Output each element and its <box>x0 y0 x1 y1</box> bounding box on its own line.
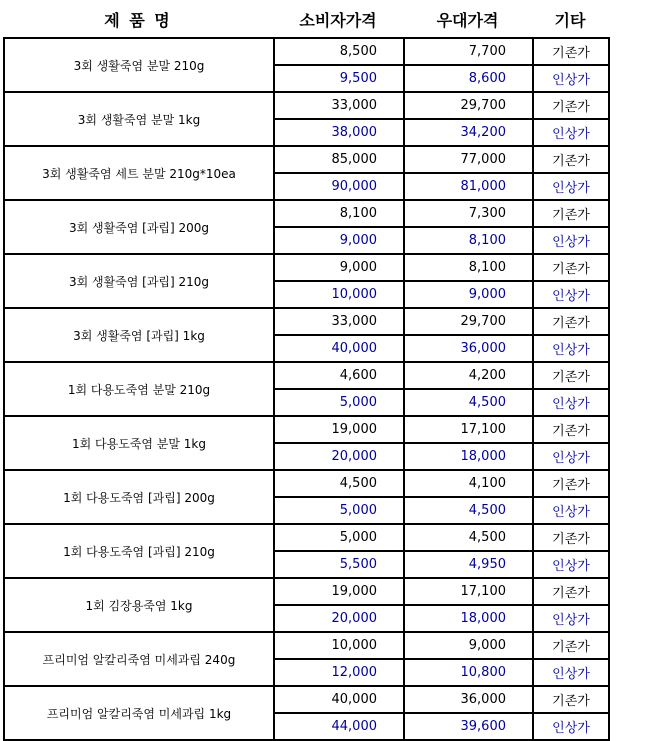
price-type-label-existing: 기존가 <box>533 686 609 713</box>
consumer-price-existing: 85,000 <box>274 146 404 173</box>
preferred-price-raised: 36,000 <box>404 335 533 362</box>
consumer-price-raised: 5,500 <box>274 551 404 578</box>
consumer-price-raised: 40,000 <box>274 335 404 362</box>
column-header-product-name: 제 품 명 <box>104 11 172 30</box>
price-type-label-raised: 인상가 <box>533 605 609 632</box>
preferred-price-raised: 18,000 <box>404 443 533 470</box>
preferred-price-raised: 81,000 <box>404 173 533 200</box>
product-name-cell: 3회 생활죽염 분말 210g <box>4 38 274 92</box>
preferred-price-existing: 4,500 <box>404 524 533 551</box>
price-type-label-raised: 인상가 <box>533 389 609 416</box>
preferred-price-raised: 4,950 <box>404 551 533 578</box>
price-type-label-raised: 인상가 <box>533 335 609 362</box>
price-type-label-raised: 인상가 <box>533 713 609 740</box>
price-type-label-existing: 기존가 <box>533 632 609 659</box>
preferred-price-raised: 4,500 <box>404 497 533 524</box>
consumer-price-raised: 90,000 <box>274 173 404 200</box>
preferred-price-existing: 7,700 <box>404 38 533 65</box>
price-type-label-existing: 기존가 <box>533 146 609 173</box>
preferred-price-existing: 8,100 <box>404 254 533 281</box>
price-type-label-existing: 기존가 <box>533 362 609 389</box>
price-type-label-raised: 인상가 <box>533 65 609 92</box>
price-type-label-raised: 인상가 <box>533 659 609 686</box>
preferred-price-existing: 4,200 <box>404 362 533 389</box>
consumer-price-existing: 9,000 <box>274 254 404 281</box>
price-type-label-existing: 기존가 <box>533 470 609 497</box>
product-row-existing-price <box>4 578 609 605</box>
consumer-price-existing: 40,000 <box>274 686 404 713</box>
consumer-price-raised: 20,000 <box>274 605 404 632</box>
price-type-label-raised: 인상가 <box>533 119 609 146</box>
price-type-label-raised: 인상가 <box>533 443 609 470</box>
consumer-price-raised: 10,000 <box>274 281 404 308</box>
table-column-headers <box>3 9 608 33</box>
consumer-price-raised: 44,000 <box>274 713 404 740</box>
consumer-price-raised: 9,500 <box>274 65 404 92</box>
consumer-price-existing: 19,000 <box>274 416 404 443</box>
preferred-price-raised: 8,600 <box>404 65 533 92</box>
column-header-consumer-price: 소비자가격 <box>299 11 377 30</box>
product-row-existing-price <box>4 470 609 497</box>
preferred-price-raised: 4,500 <box>404 389 533 416</box>
preferred-price-existing: 17,100 <box>404 416 533 443</box>
consumer-price-existing: 33,000 <box>274 308 404 335</box>
consumer-price-raised: 9,000 <box>274 227 404 254</box>
product-row-existing-price <box>4 686 609 713</box>
preferred-price-raised: 39,600 <box>404 713 533 740</box>
preferred-price-raised: 34,200 <box>404 119 533 146</box>
product-name-cell: 1회 다용도죽염 [과립] 210g <box>4 524 274 578</box>
product-name-cell: 1회 다용도죽염 분말 210g <box>4 362 274 416</box>
price-type-label-existing: 기존가 <box>533 200 609 227</box>
preferred-price-raised: 10,800 <box>404 659 533 686</box>
consumer-price-raised: 38,000 <box>274 119 404 146</box>
price-type-label-existing: 기존가 <box>533 308 609 335</box>
product-row-existing-price <box>4 632 609 659</box>
consumer-price-raised: 12,000 <box>274 659 404 686</box>
product-row-existing-price <box>4 92 609 119</box>
product-row-existing-price <box>4 416 609 443</box>
product-name-cell: 3회 생활죽염 분말 1kg <box>4 92 274 146</box>
product-row-existing-price <box>4 146 609 173</box>
preferred-price-existing: 9,000 <box>404 632 533 659</box>
preferred-price-raised: 9,000 <box>404 281 533 308</box>
product-name-cell: 3회 생활죽염 [과립] 210g <box>4 254 274 308</box>
price-table <box>3 37 610 741</box>
consumer-price-raised: 5,000 <box>274 497 404 524</box>
consumer-price-existing: 33,000 <box>274 92 404 119</box>
preferred-price-existing: 7,300 <box>404 200 533 227</box>
product-name-cell: 1회 김장용죽염 1kg <box>4 578 274 632</box>
product-row-existing-price <box>4 38 609 65</box>
product-row-existing-price <box>4 254 609 281</box>
consumer-price-existing: 5,000 <box>274 524 404 551</box>
consumer-price-existing: 8,100 <box>274 200 404 227</box>
product-row-existing-price <box>4 524 609 551</box>
preferred-price-existing: 29,700 <box>404 92 533 119</box>
product-name-cell: 1회 다용도죽염 분말 1kg <box>4 416 274 470</box>
preferred-price-raised: 8,100 <box>404 227 533 254</box>
product-row-existing-price <box>4 200 609 227</box>
preferred-price-existing: 17,100 <box>404 578 533 605</box>
product-name-cell: 프리미엄 알칼리죽염 미세과립 1kg <box>4 686 274 740</box>
price-table-body <box>4 38 609 740</box>
price-type-label-raised: 인상가 <box>533 551 609 578</box>
price-type-label-existing: 기존가 <box>533 92 609 119</box>
preferred-price-existing: 77,000 <box>404 146 533 173</box>
price-type-label-existing: 기존가 <box>533 416 609 443</box>
price-type-label-existing: 기존가 <box>533 524 609 551</box>
consumer-price-existing: 8,500 <box>274 38 404 65</box>
price-type-label-raised: 인상가 <box>533 497 609 524</box>
price-type-label-raised: 인상가 <box>533 173 609 200</box>
product-name-cell: 1회 다용도죽염 [과립] 200g <box>4 470 274 524</box>
product-row-existing-price <box>4 362 609 389</box>
product-name-cell: 3회 생활죽염 [과립] 200g <box>4 200 274 254</box>
consumer-price-raised: 5,000 <box>274 389 404 416</box>
price-type-label-raised: 인상가 <box>533 281 609 308</box>
column-header-etc: 기타 <box>554 11 586 30</box>
product-name-cell: 3회 생활죽염 세트 분말 210g*10ea <box>4 146 274 200</box>
preferred-price-existing: 36,000 <box>404 686 533 713</box>
price-type-label-raised: 인상가 <box>533 227 609 254</box>
product-name-cell: 프리미엄 알칼리죽염 미세과립 240g <box>4 632 274 686</box>
preferred-price-raised: 18,000 <box>404 605 533 632</box>
price-type-label-existing: 기존가 <box>533 38 609 65</box>
price-type-label-existing: 기존가 <box>533 578 609 605</box>
preferred-price-existing: 29,700 <box>404 308 533 335</box>
consumer-price-existing: 4,500 <box>274 470 404 497</box>
price-type-label-existing: 기존가 <box>533 254 609 281</box>
consumer-price-existing: 19,000 <box>274 578 404 605</box>
consumer-price-existing: 10,000 <box>274 632 404 659</box>
product-row-existing-price <box>4 308 609 335</box>
consumer-price-raised: 20,000 <box>274 443 404 470</box>
column-header-preferred-price: 우대가격 <box>436 11 499 30</box>
product-name-cell: 3회 생활죽염 [과립] 1kg <box>4 308 274 362</box>
preferred-price-existing: 4,100 <box>404 470 533 497</box>
consumer-price-existing: 4,600 <box>274 362 404 389</box>
